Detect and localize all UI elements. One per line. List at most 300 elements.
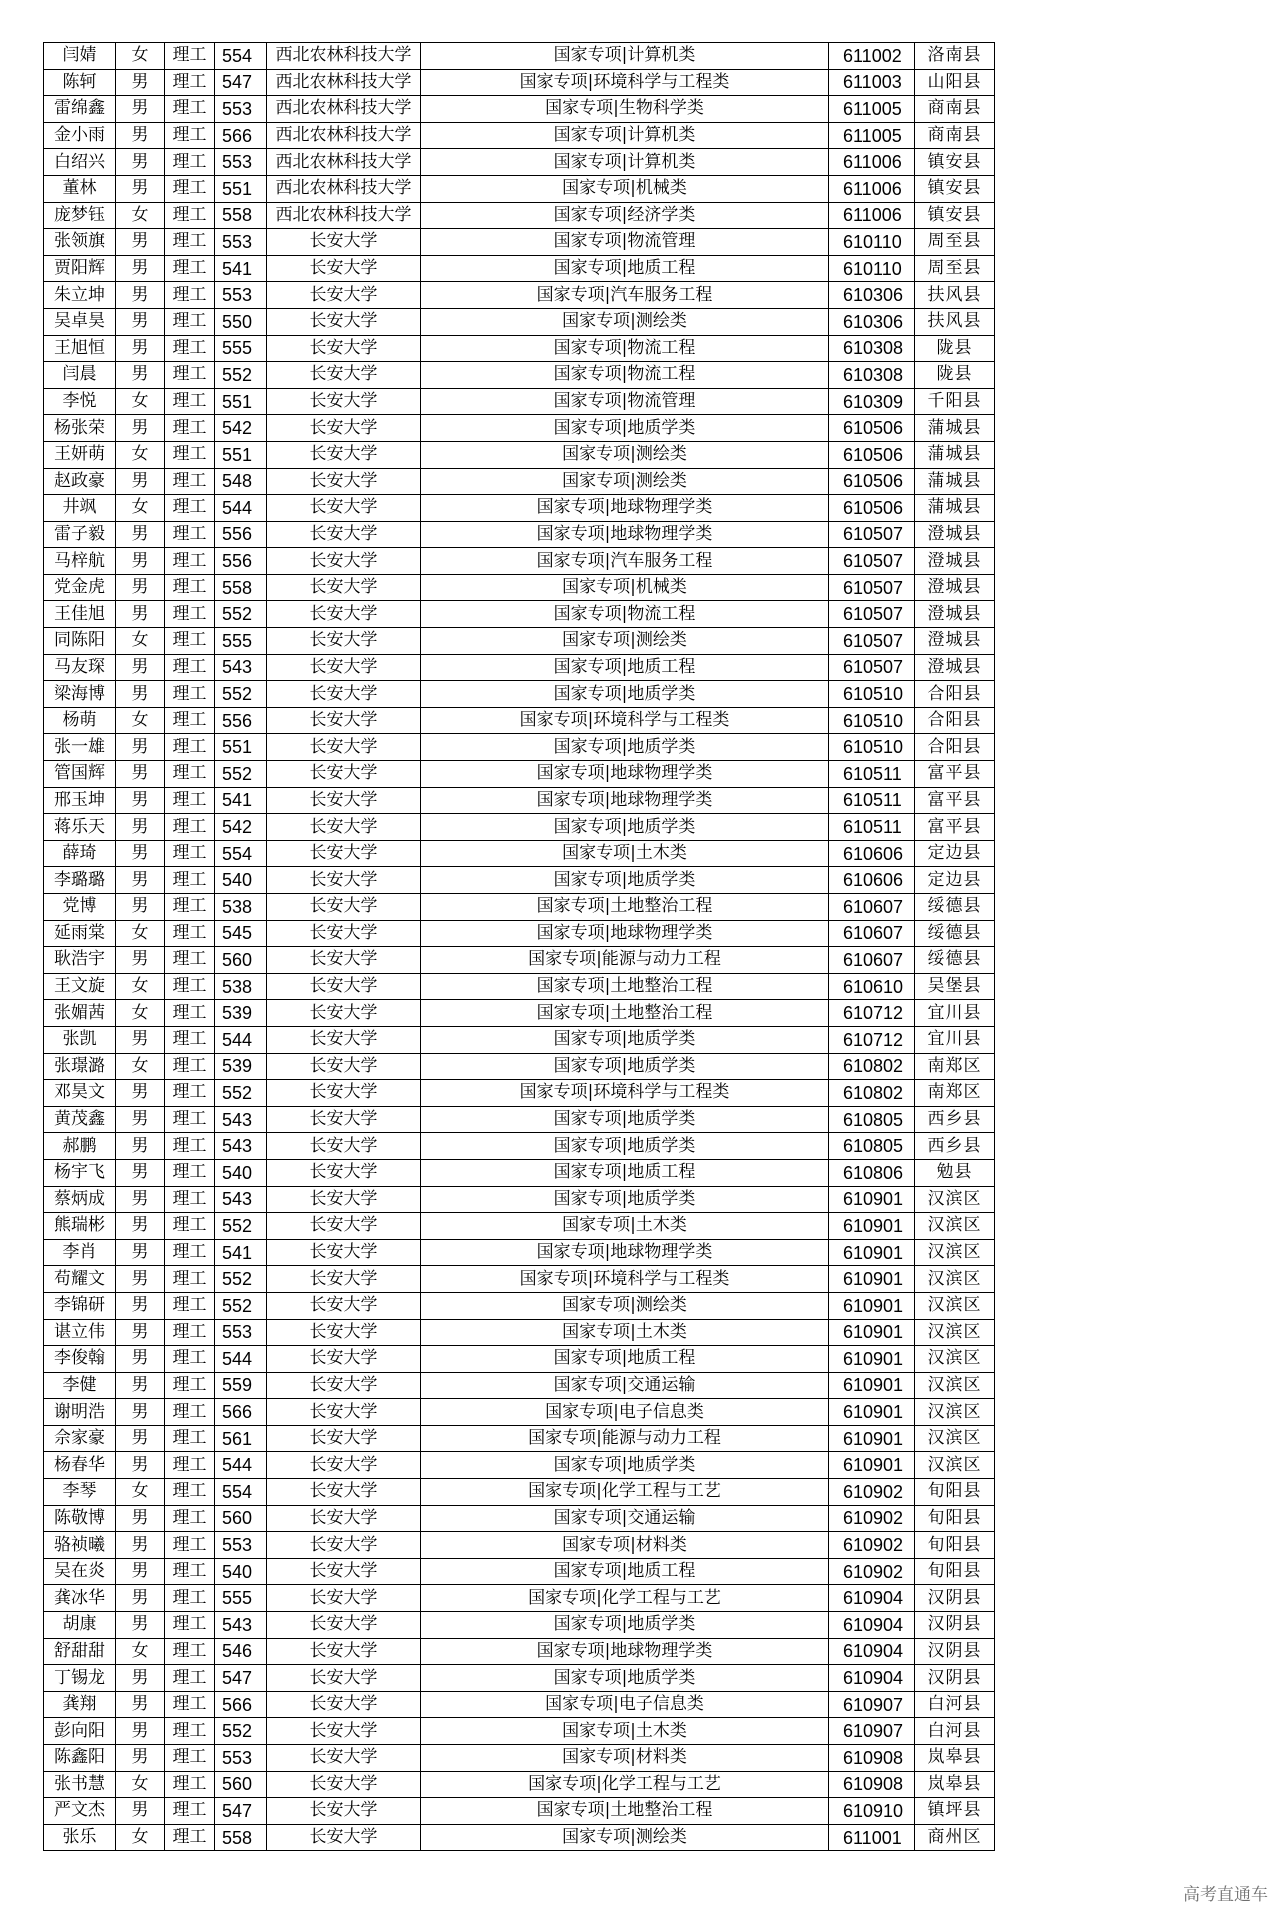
- major-cell: 国家专项|能源与动力工程: [421, 947, 829, 974]
- score-cell: 539: [215, 1000, 267, 1027]
- county-cell: 周至县: [915, 255, 995, 282]
- score-cell: 544: [215, 1346, 267, 1373]
- table-row: [44, 1266, 995, 1293]
- university-cell: 长安大学: [267, 1080, 421, 1107]
- code-cell: 610110: [829, 255, 915, 282]
- score-cell: 551: [215, 175, 267, 202]
- code-cell: 610506: [829, 495, 915, 522]
- major-cell: 国家专项|地质学类: [421, 1106, 829, 1133]
- gender-cell: 女: [116, 973, 165, 1000]
- county-cell: 西乡县: [915, 1106, 995, 1133]
- county-cell: 千阳县: [915, 388, 995, 415]
- county-cell: 合阳县: [915, 707, 995, 734]
- table-row: [44, 282, 995, 309]
- name-cell: 延雨棠: [44, 920, 116, 947]
- category-cell: 理工: [165, 1479, 215, 1506]
- table-row: [44, 1479, 995, 1506]
- major-cell: 国家专项|地球物理学类: [421, 787, 829, 814]
- table-row: [44, 814, 995, 841]
- gender-cell: 男: [116, 947, 165, 974]
- code-cell: 610506: [829, 468, 915, 495]
- county-cell: 旬阳县: [915, 1532, 995, 1559]
- major-cell: 国家专项|地质学类: [421, 867, 829, 894]
- gender-cell: 女: [116, 1771, 165, 1798]
- score-cell: 552: [215, 1213, 267, 1240]
- category-cell: 理工: [165, 1691, 215, 1718]
- category-cell: 理工: [165, 362, 215, 389]
- major-cell: 国家专项|地球物理学类: [421, 761, 829, 788]
- table-row: [44, 1452, 995, 1479]
- gender-cell: 男: [116, 1292, 165, 1319]
- university-cell: 长安大学: [267, 1718, 421, 1745]
- gender-cell: 男: [116, 867, 165, 894]
- county-cell: 定边县: [915, 867, 995, 894]
- county-cell: 镇安县: [915, 202, 995, 229]
- name-cell: 张媚茜: [44, 1000, 116, 1027]
- name-cell: 邓昊文: [44, 1080, 116, 1107]
- major-cell: 国家专项|物流工程: [421, 335, 829, 362]
- major-cell: 国家专项|物流管理: [421, 388, 829, 415]
- category-cell: 理工: [165, 495, 215, 522]
- major-cell: 国家专项|计算机类: [421, 149, 829, 176]
- university-cell: 长安大学: [267, 282, 421, 309]
- table-row: [44, 1505, 995, 1532]
- score-cell: 547: [215, 1665, 267, 1692]
- category-cell: 理工: [165, 947, 215, 974]
- university-cell: 长安大学: [267, 495, 421, 522]
- gender-cell: 男: [116, 1452, 165, 1479]
- university-cell: 长安大学: [267, 1213, 421, 1240]
- name-cell: 张领旗: [44, 229, 116, 256]
- score-cell: 540: [215, 1159, 267, 1186]
- code-cell: 610904: [829, 1638, 915, 1665]
- table-row: [44, 149, 995, 176]
- category-cell: 理工: [165, 308, 215, 335]
- table-row: [44, 920, 995, 947]
- category-cell: 理工: [165, 734, 215, 761]
- code-cell: 610902: [829, 1558, 915, 1585]
- major-cell: 国家专项|机械类: [421, 175, 829, 202]
- gender-cell: 男: [116, 574, 165, 601]
- major-cell: 国家专项|化学工程与工艺: [421, 1771, 829, 1798]
- name-cell: 白绍兴: [44, 149, 116, 176]
- category-cell: 理工: [165, 1106, 215, 1133]
- score-cell: 541: [215, 1239, 267, 1266]
- code-cell: 610901: [829, 1186, 915, 1213]
- category-cell: 理工: [165, 521, 215, 548]
- gender-cell: 男: [116, 1080, 165, 1107]
- code-cell: 610510: [829, 734, 915, 761]
- code-cell: 610901: [829, 1399, 915, 1426]
- name-cell: 杨萌: [44, 707, 116, 734]
- gender-cell: 女: [116, 388, 165, 415]
- score-cell: 560: [215, 1505, 267, 1532]
- code-cell: 610802: [829, 1053, 915, 1080]
- name-cell: 王妍萌: [44, 441, 116, 468]
- code-cell: 610902: [829, 1479, 915, 1506]
- name-cell: 佘家豪: [44, 1425, 116, 1452]
- university-cell: 长安大学: [267, 335, 421, 362]
- university-cell: 长安大学: [267, 521, 421, 548]
- code-cell: 611006: [829, 202, 915, 229]
- code-cell: 610507: [829, 521, 915, 548]
- category-cell: 理工: [165, 1399, 215, 1426]
- county-cell: 汉滨区: [915, 1425, 995, 1452]
- county-cell: 商州区: [915, 1824, 995, 1851]
- table-row: [44, 707, 995, 734]
- name-cell: 党博: [44, 894, 116, 921]
- major-cell: 国家专项|材料类: [421, 1532, 829, 1559]
- major-cell: 国家专项|土地整治工程: [421, 973, 829, 1000]
- score-cell: 554: [215, 1479, 267, 1506]
- university-cell: 长安大学: [267, 1425, 421, 1452]
- name-cell: 党金虎: [44, 574, 116, 601]
- major-cell: 国家专项|环境科学与工程类: [421, 707, 829, 734]
- table-row: [44, 69, 995, 96]
- gender-cell: 男: [116, 734, 165, 761]
- university-cell: 西北农林科技大学: [267, 149, 421, 176]
- score-cell: 551: [215, 388, 267, 415]
- university-cell: 长安大学: [267, 628, 421, 655]
- county-cell: 合阳县: [915, 734, 995, 761]
- category-cell: 理工: [165, 415, 215, 442]
- gender-cell: 男: [116, 1186, 165, 1213]
- major-cell: 国家专项|物流管理: [421, 229, 829, 256]
- table-row: [44, 1053, 995, 1080]
- name-cell: 杨张荣: [44, 415, 116, 442]
- major-cell: 国家专项|土木类: [421, 1213, 829, 1240]
- category-cell: 理工: [165, 282, 215, 309]
- name-cell: 董林: [44, 175, 116, 202]
- category-cell: 理工: [165, 920, 215, 947]
- name-cell: 张书慧: [44, 1771, 116, 1798]
- table-row: [44, 1665, 995, 1692]
- name-cell: 朱立坤: [44, 282, 116, 309]
- major-cell: 国家专项|汽车服务工程: [421, 282, 829, 309]
- code-cell: 610511: [829, 814, 915, 841]
- university-cell: 长安大学: [267, 1000, 421, 1027]
- name-cell: 杨宇飞: [44, 1159, 116, 1186]
- gender-cell: 男: [116, 787, 165, 814]
- category-cell: 理工: [165, 1745, 215, 1772]
- university-cell: 长安大学: [267, 1798, 421, 1825]
- major-cell: 国家专项|计算机类: [421, 43, 829, 70]
- county-cell: 蒲城县: [915, 441, 995, 468]
- county-cell: 蒲城县: [915, 495, 995, 522]
- code-cell: 610507: [829, 601, 915, 628]
- score-cell: 543: [215, 654, 267, 681]
- category-cell: 理工: [165, 1824, 215, 1851]
- score-cell: 552: [215, 1080, 267, 1107]
- gender-cell: 男: [116, 681, 165, 708]
- university-cell: 长安大学: [267, 308, 421, 335]
- university-cell: 西北农林科技大学: [267, 96, 421, 123]
- name-cell: 耿浩宇: [44, 947, 116, 974]
- category-cell: 理工: [165, 1798, 215, 1825]
- table-row: [44, 362, 995, 389]
- code-cell: 610110: [829, 229, 915, 256]
- table-row: [44, 548, 995, 575]
- major-cell: 国家专项|生物科学类: [421, 96, 829, 123]
- score-cell: 548: [215, 468, 267, 495]
- code-cell: 610712: [829, 1000, 915, 1027]
- major-cell: 国家专项|电子信息类: [421, 1399, 829, 1426]
- table-row: [44, 1425, 995, 1452]
- gender-cell: 男: [116, 308, 165, 335]
- table-row: [44, 1532, 995, 1559]
- code-cell: 610507: [829, 654, 915, 681]
- county-cell: 合阳县: [915, 681, 995, 708]
- county-cell: 富平县: [915, 814, 995, 841]
- category-cell: 理工: [165, 1612, 215, 1639]
- university-cell: 长安大学: [267, 867, 421, 894]
- code-cell: 610506: [829, 415, 915, 442]
- major-cell: 国家专项|经济学类: [421, 202, 829, 229]
- table-row: [44, 468, 995, 495]
- major-cell: 国家专项|土地整治工程: [421, 1798, 829, 1825]
- category-cell: 理工: [165, 43, 215, 70]
- name-cell: 闫婧: [44, 43, 116, 70]
- category-cell: 理工: [165, 1372, 215, 1399]
- score-cell: 556: [215, 548, 267, 575]
- county-cell: 蒲城县: [915, 468, 995, 495]
- category-cell: 理工: [165, 1425, 215, 1452]
- university-cell: 西北农林科技大学: [267, 43, 421, 70]
- name-cell: 谢明浩: [44, 1399, 116, 1426]
- major-cell: 国家专项|材料类: [421, 1745, 829, 1772]
- university-cell: 长安大学: [267, 1292, 421, 1319]
- gender-cell: 男: [116, 1612, 165, 1639]
- major-cell: 国家专项|土木类: [421, 1718, 829, 1745]
- code-cell: 610607: [829, 894, 915, 921]
- table-row: [44, 574, 995, 601]
- code-cell: 610902: [829, 1532, 915, 1559]
- university-cell: 长安大学: [267, 229, 421, 256]
- code-cell: 610901: [829, 1452, 915, 1479]
- county-cell: 陇县: [915, 335, 995, 362]
- category-cell: 理工: [165, 1186, 215, 1213]
- code-cell: 610712: [829, 1026, 915, 1053]
- university-cell: 西北农林科技大学: [267, 122, 421, 149]
- university-cell: 长安大学: [267, 1532, 421, 1559]
- score-cell: 538: [215, 973, 267, 1000]
- score-cell: 544: [215, 1452, 267, 1479]
- score-cell: 547: [215, 1798, 267, 1825]
- code-cell: 611006: [829, 149, 915, 176]
- county-cell: 白河县: [915, 1718, 995, 1745]
- major-cell: 国家专项|地球物理学类: [421, 495, 829, 522]
- code-cell: 610306: [829, 308, 915, 335]
- county-cell: 山阳县: [915, 69, 995, 96]
- code-cell: 611005: [829, 96, 915, 123]
- code-cell: 610309: [829, 388, 915, 415]
- table-row: [44, 335, 995, 362]
- table-row: [44, 441, 995, 468]
- gender-cell: 男: [116, 1372, 165, 1399]
- university-cell: 长安大学: [267, 1771, 421, 1798]
- table-row: [44, 521, 995, 548]
- county-cell: 汉阴县: [915, 1638, 995, 1665]
- county-cell: 富平县: [915, 761, 995, 788]
- category-cell: 理工: [165, 1000, 215, 1027]
- name-cell: 丁锡龙: [44, 1665, 116, 1692]
- code-cell: 611001: [829, 1824, 915, 1851]
- name-cell: 王佳旭: [44, 601, 116, 628]
- code-cell: 610607: [829, 947, 915, 974]
- category-cell: 理工: [165, 1452, 215, 1479]
- code-cell: 610901: [829, 1346, 915, 1373]
- category-cell: 理工: [165, 441, 215, 468]
- county-cell: 吴堡县: [915, 973, 995, 1000]
- code-cell: 610606: [829, 840, 915, 867]
- county-cell: 陇县: [915, 362, 995, 389]
- county-cell: 汉滨区: [915, 1399, 995, 1426]
- code-cell: 610510: [829, 681, 915, 708]
- gender-cell: 男: [116, 1106, 165, 1133]
- county-cell: 勉县: [915, 1159, 995, 1186]
- name-cell: 马友琛: [44, 654, 116, 681]
- university-cell: 长安大学: [267, 1053, 421, 1080]
- university-cell: 长安大学: [267, 1638, 421, 1665]
- gender-cell: 男: [116, 1798, 165, 1825]
- university-cell: 长安大学: [267, 681, 421, 708]
- gender-cell: 男: [116, 229, 165, 256]
- score-cell: 541: [215, 787, 267, 814]
- county-cell: 西乡县: [915, 1133, 995, 1160]
- score-cell: 544: [215, 495, 267, 522]
- county-cell: 蒲城县: [915, 415, 995, 442]
- county-cell: 白河县: [915, 1691, 995, 1718]
- gender-cell: 男: [116, 601, 165, 628]
- table-row: [44, 43, 995, 70]
- score-cell: 543: [215, 1612, 267, 1639]
- table-row: [44, 175, 995, 202]
- major-cell: 国家专项|交通运输: [421, 1372, 829, 1399]
- score-cell: 553: [215, 96, 267, 123]
- table-row: [44, 495, 995, 522]
- gender-cell: 女: [116, 1479, 165, 1506]
- name-cell: 王旭恒: [44, 335, 116, 362]
- county-cell: 汉阴县: [915, 1585, 995, 1612]
- county-cell: 汉滨区: [915, 1452, 995, 1479]
- name-cell: 陈鑫阳: [44, 1745, 116, 1772]
- university-cell: 长安大学: [267, 388, 421, 415]
- table-row: [44, 1718, 995, 1745]
- major-cell: 国家专项|地质学类: [421, 681, 829, 708]
- university-cell: 长安大学: [267, 947, 421, 974]
- category-cell: 理工: [165, 1558, 215, 1585]
- name-cell: 贾阳辉: [44, 255, 116, 282]
- score-cell: 540: [215, 867, 267, 894]
- category-cell: 理工: [165, 601, 215, 628]
- county-cell: 镇安县: [915, 175, 995, 202]
- table-row: [44, 1133, 995, 1160]
- university-cell: 长安大学: [267, 920, 421, 947]
- county-cell: 宜川县: [915, 1000, 995, 1027]
- admission-table: [43, 42, 995, 1851]
- major-cell: 国家专项|化学工程与工艺: [421, 1479, 829, 1506]
- category-cell: 理工: [165, 96, 215, 123]
- county-cell: 扶风县: [915, 282, 995, 309]
- table-row: [44, 973, 995, 1000]
- score-cell: 552: [215, 362, 267, 389]
- major-cell: 国家专项|测绘类: [421, 1824, 829, 1851]
- name-cell: 陈轲: [44, 69, 116, 96]
- name-cell: 吴卓昊: [44, 308, 116, 335]
- gender-cell: 女: [116, 202, 165, 229]
- university-cell: 长安大学: [267, 1665, 421, 1692]
- code-cell: 610904: [829, 1665, 915, 1692]
- code-cell: 610805: [829, 1133, 915, 1160]
- table-row: [44, 388, 995, 415]
- name-cell: 舒甜甜: [44, 1638, 116, 1665]
- gender-cell: 男: [116, 1558, 165, 1585]
- major-cell: 国家专项|物流工程: [421, 362, 829, 389]
- code-cell: 611006: [829, 175, 915, 202]
- code-cell: 610901: [829, 1213, 915, 1240]
- table-row: [44, 654, 995, 681]
- gender-cell: 女: [116, 707, 165, 734]
- category-cell: 理工: [165, 814, 215, 841]
- county-cell: 汉滨区: [915, 1186, 995, 1213]
- gender-cell: 男: [116, 840, 165, 867]
- county-cell: 洛南县: [915, 43, 995, 70]
- gender-cell: 男: [116, 1585, 165, 1612]
- category-cell: 理工: [165, 1319, 215, 1346]
- category-cell: 理工: [165, 468, 215, 495]
- university-cell: 长安大学: [267, 1558, 421, 1585]
- table-row: [44, 1106, 995, 1133]
- name-cell: 邢玉坤: [44, 787, 116, 814]
- score-cell: 552: [215, 1718, 267, 1745]
- score-cell: 553: [215, 282, 267, 309]
- major-cell: 国家专项|地球物理学类: [421, 521, 829, 548]
- gender-cell: 男: [116, 122, 165, 149]
- table-row: [44, 1771, 995, 1798]
- category-cell: 理工: [165, 229, 215, 256]
- major-cell: 国家专项|地质学类: [421, 1452, 829, 1479]
- score-cell: 560: [215, 947, 267, 974]
- county-cell: 汉滨区: [915, 1213, 995, 1240]
- university-cell: 长安大学: [267, 441, 421, 468]
- gender-cell: 女: [116, 1053, 165, 1080]
- name-cell: 金小雨: [44, 122, 116, 149]
- major-cell: 国家专项|土地整治工程: [421, 894, 829, 921]
- score-cell: 541: [215, 255, 267, 282]
- category-cell: 理工: [165, 574, 215, 601]
- county-cell: 绥德县: [915, 894, 995, 921]
- university-cell: 长安大学: [267, 1505, 421, 1532]
- table-row: [44, 1346, 995, 1373]
- university-cell: 长安大学: [267, 1372, 421, 1399]
- county-cell: 汉滨区: [915, 1266, 995, 1293]
- table-row: [44, 96, 995, 123]
- category-cell: 理工: [165, 1292, 215, 1319]
- table-row: [44, 229, 995, 256]
- major-cell: 国家专项|测绘类: [421, 1292, 829, 1319]
- category-cell: 理工: [165, 1213, 215, 1240]
- gender-cell: 男: [116, 362, 165, 389]
- university-cell: 长安大学: [267, 362, 421, 389]
- table-row: [44, 1612, 995, 1639]
- name-cell: 苟耀文: [44, 1266, 116, 1293]
- code-cell: 610904: [829, 1585, 915, 1612]
- category-cell: 理工: [165, 69, 215, 96]
- major-cell: 国家专项|计算机类: [421, 122, 829, 149]
- category-cell: 理工: [165, 1771, 215, 1798]
- major-cell: 国家专项|地球物理学类: [421, 1239, 829, 1266]
- code-cell: 610610: [829, 973, 915, 1000]
